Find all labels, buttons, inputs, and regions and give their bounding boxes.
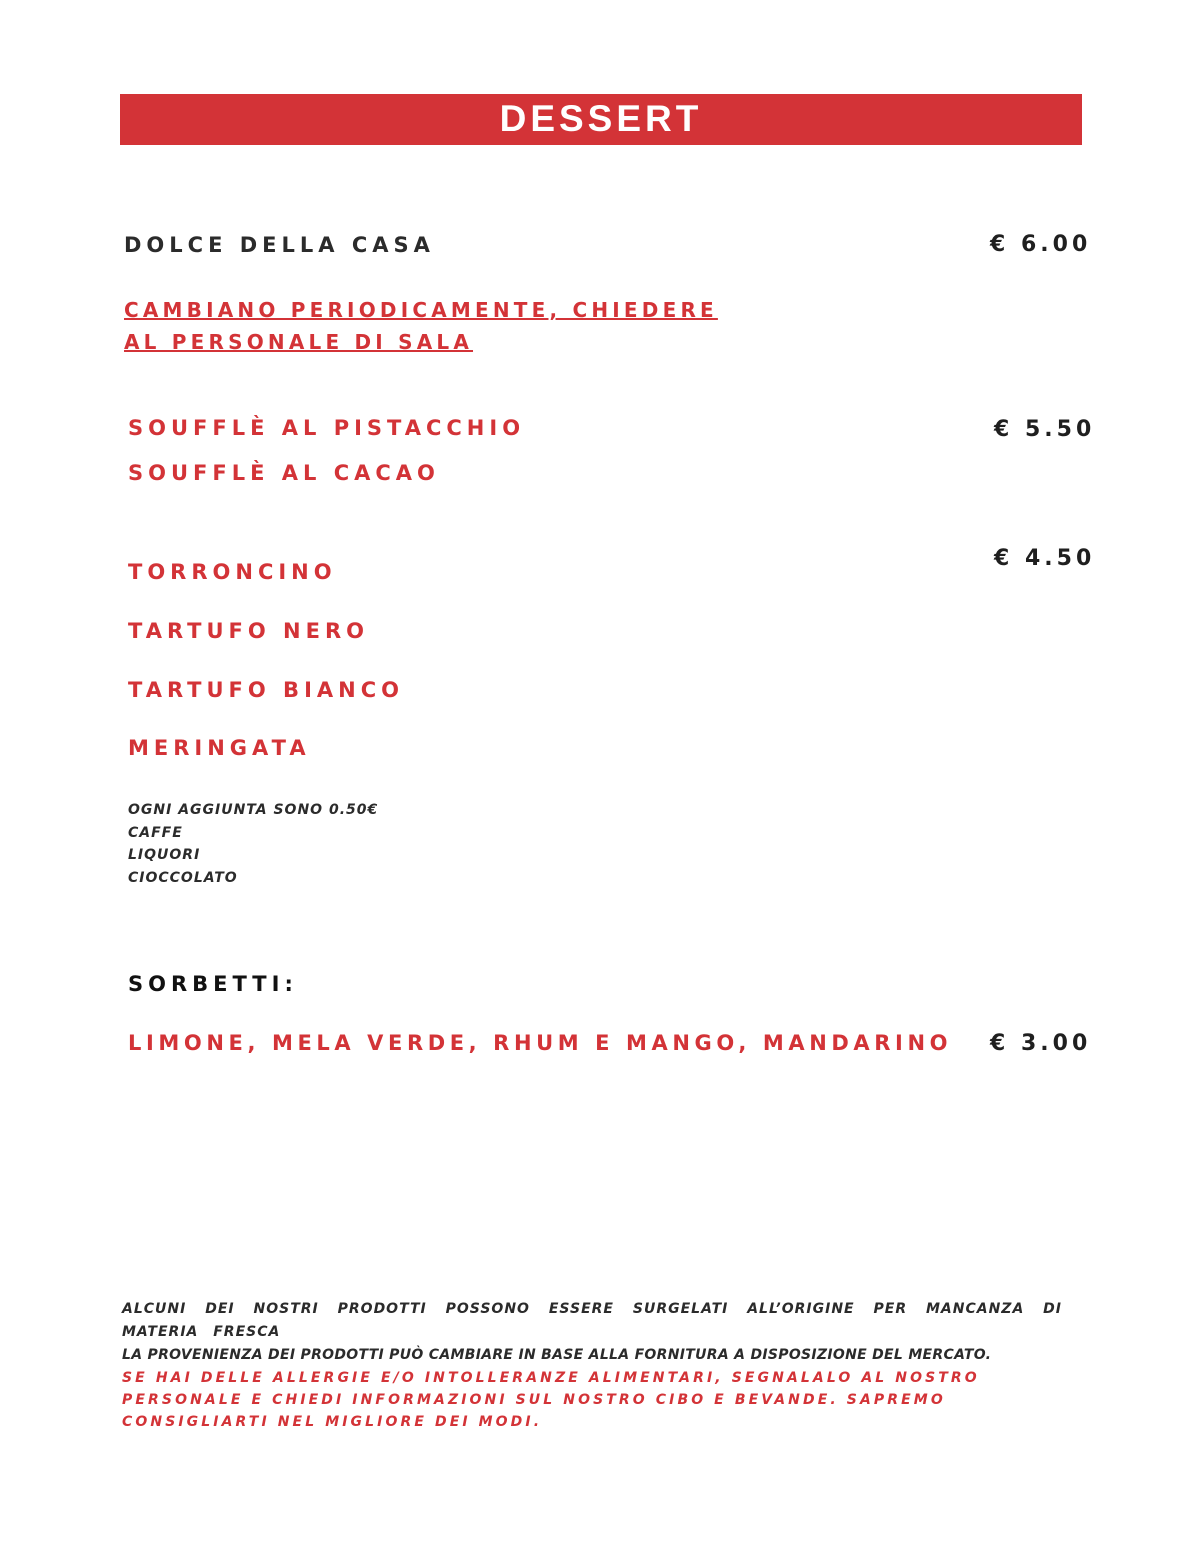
section-heading-sorbetti: SORBETTI: — [128, 972, 298, 996]
dolce-note — [124, 294, 764, 358]
price-dolce: € 6.00 — [990, 232, 1092, 257]
menu-item-tartufo-bianco: TARTUFO BIANCO — [128, 678, 404, 702]
footer-allergy-note: SE HAI DELLE ALLERGIE E/O INTOLLERANZE ALIMENTARI, SEGNALALO AL NOSTRO PERSONALE E CHIEDI INFORMAZIONI SUL NOSTRO CIBO E BEVANDE. SAPREMO CONSIGLIARTI NEL MIGLIORE DEI MODI. — [122, 1370, 980, 1430]
extras-title: OGNI AGGIUNTA SONO 0.50€ — [128, 802, 379, 818]
price-souffle: € 5.50 — [994, 417, 1096, 442]
menu-item-torroncino: TORRONCINO — [128, 560, 337, 584]
dolce-note-line: CAMBIANO PERIODICAMENTE, CHIEDERE — [124, 298, 718, 322]
menu-item-sorbetti-flavors: LIMONE, MELA VERDE, RHUM E MANGO, MANDARINO — [128, 1031, 953, 1055]
extras-item: LIQUORI — [128, 847, 201, 864]
menu-item-meringata: MERINGATA — [128, 736, 311, 760]
footer-origin-note: LA PROVENIENZA DEI PRODOTTI PUÒ CAMBIARE IN BASE ALLA FORNITURA A DISPOSIZIONE DEL MERCATO. — [122, 1347, 992, 1363]
menu-item-souffle-pistacchio: SOUFFLÈ AL PISTACCHIO — [128, 416, 526, 440]
menu-item-dolce: DOLCE DELLA CASA — [124, 233, 435, 257]
dolce-note-line: AL PERSONALE DI SALA — [124, 330, 474, 354]
menu-item-tartufo-nero: TARTUFO NERO — [128, 619, 370, 643]
footer-notes — [122, 1298, 1062, 1433]
footer-frozen-note: ALCUNI DEI NOSTRI PRODOTTI POSSONO ESSERE SURGELATI ALL’ORIGINE PER MANCANZA DI MATERIA FRESCA — [122, 1301, 1062, 1340]
extras-list — [128, 799, 378, 890]
extras-item: CAFFE — [128, 824, 183, 841]
price-gelati: € 4.50 — [994, 546, 1096, 571]
header-banner — [120, 94, 1082, 145]
price-sorbetti: € 3.00 — [990, 1031, 1092, 1056]
page-title: DESSERT — [499, 98, 703, 139]
menu-item-souffle-cacao: SOUFFLÈ AL CACAO — [128, 461, 440, 485]
extras-item: CIOCCOLATO — [128, 870, 238, 887]
